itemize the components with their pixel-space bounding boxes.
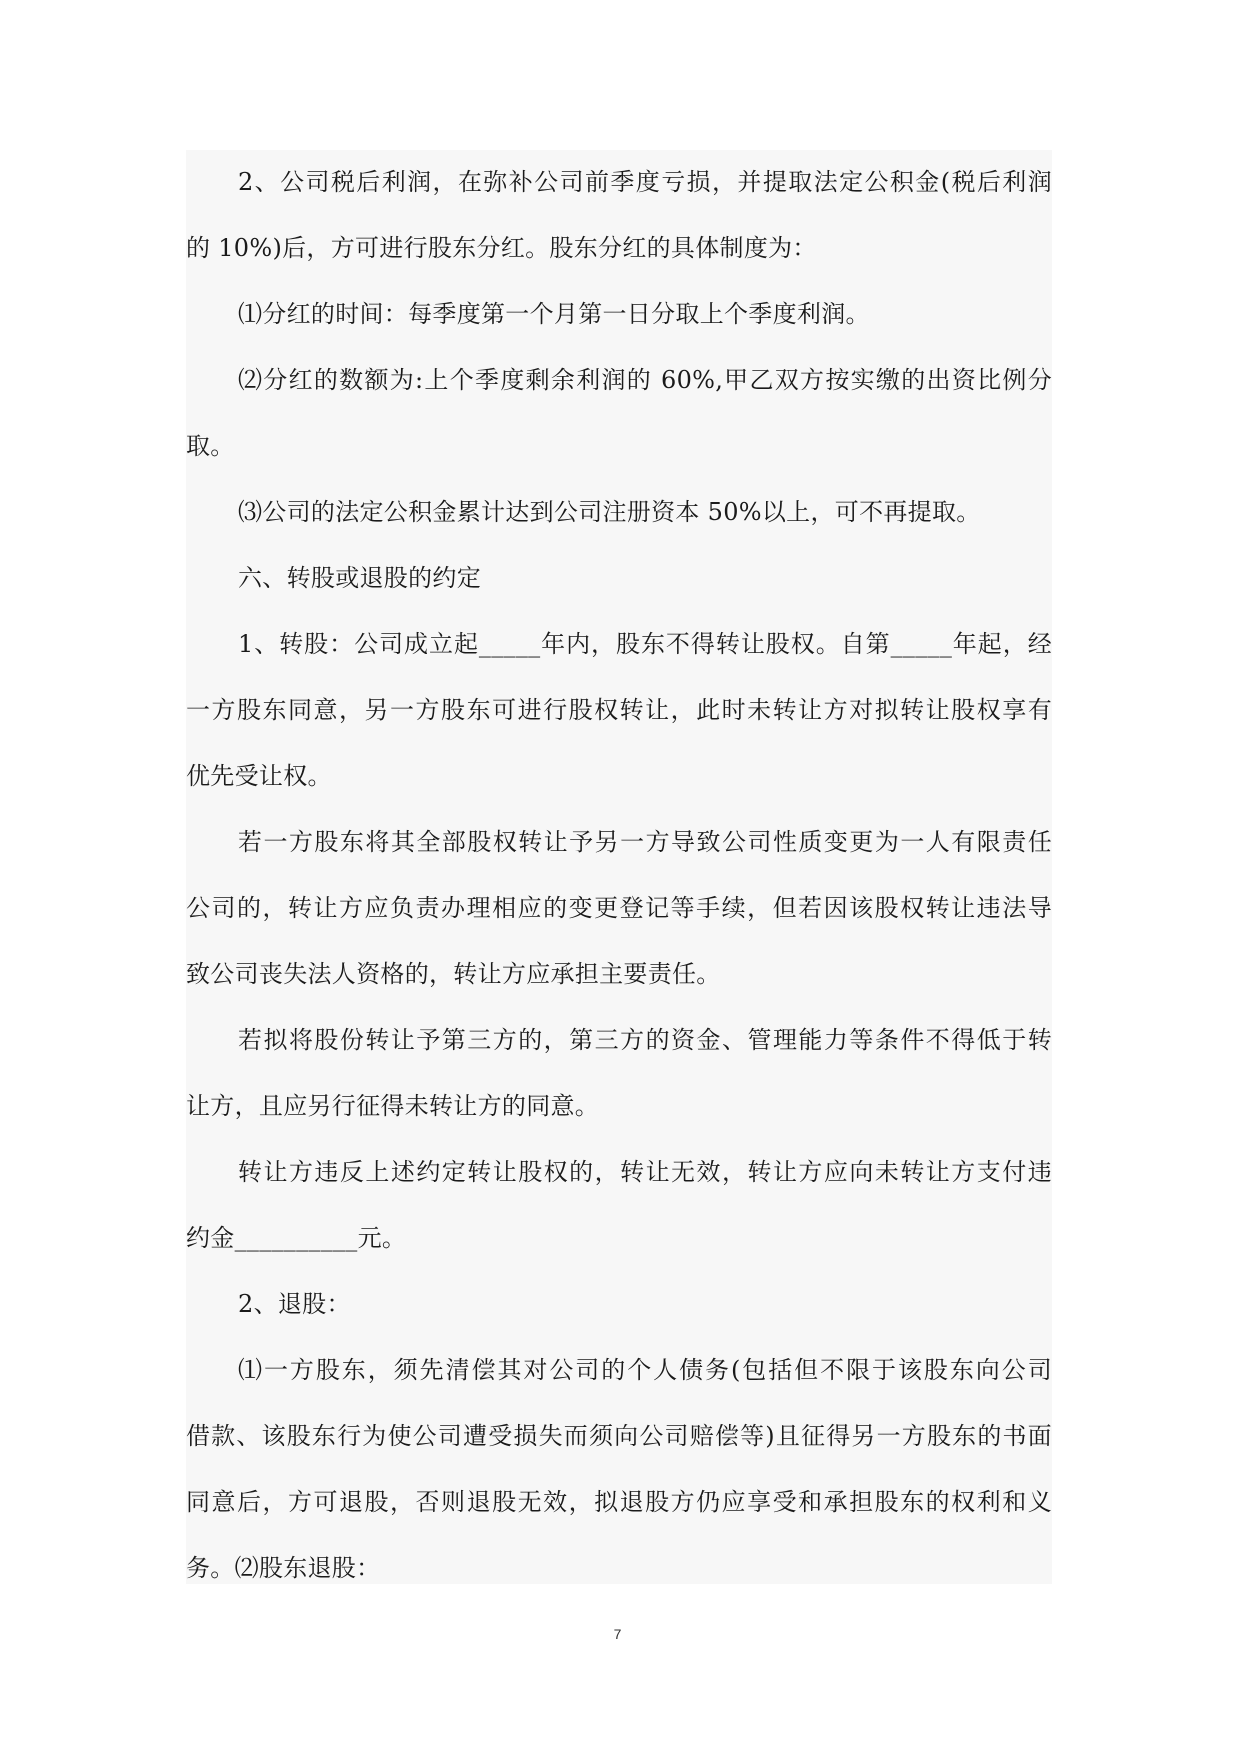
paragraph-line: 的 10%)后，方可进行股东分红。股东分红的具体制度为： [186, 234, 817, 262]
paragraph-line: 优先受让权。 [186, 762, 332, 790]
paragraph-line: 1、转股：公司成立起_____年内，股东不得转让股权。自第_____年起，经 [238, 630, 1052, 658]
section-heading: 六、转股或退股的约定 [238, 564, 481, 592]
paragraph-line: 约金__________元。 [186, 1224, 407, 1252]
paragraph-line: ⑴一方股东，须先清偿其对公司的个人债务(包括但不限于该股东向公司 [238, 1356, 1052, 1384]
paragraph-line: ⑴分红的时间：每季度第一个月第一日分取上个季度利润。 [238, 300, 870, 328]
paragraph-line: 借款、该股东行为使公司遭受损失而须向公司赔偿等)且征得另一方股东的书面 [186, 1422, 1052, 1450]
page-number: 7 [613, 1626, 622, 1642]
paragraph-line: 公司的，转让方应负责办理相应的变更登记等手续，但若因该股权转让违法导 [186, 894, 1052, 922]
paragraph-line: 务。⑵股东退股： [186, 1554, 381, 1582]
paragraph-line: 同意后，方可退股，否则退股无效，拟退股方仍应享受和承担股东的权利和义 [186, 1488, 1052, 1516]
paragraph-line: 让方，且应另行征得未转让方的同意。 [186, 1092, 600, 1120]
paragraph-line: ⑵分红的数额为:上个季度剩余利润的 60%,甲乙双方按实缴的出资比例分 [238, 366, 1052, 394]
paragraph-line: ⑶公司的法定公积金累计达到公司注册资本 50%以上，可不再提取。 [238, 498, 981, 526]
document-text-block [186, 150, 1052, 1584]
paragraph-line: 致公司丧失法人资格的，转让方应承担主要责任。 [186, 960, 721, 988]
paragraph-line: 一方股东同意，另一方股东可进行股权转让，此时未转让方对拟转让股权享有 [186, 696, 1052, 724]
paragraph-line: 若拟将股份转让予第三方的，第三方的资金、管理能力等条件不得低于转 [238, 1026, 1052, 1054]
paragraph-line: 2、退股： [238, 1290, 351, 1318]
paragraph-line: 取。 [186, 432, 235, 460]
paragraph-line: 若一方股东将其全部股权转让予另一方导致公司性质变更为一人有限责任 [238, 828, 1052, 856]
paragraph-line: 2、公司税后利润，在弥补公司前季度亏损，并提取法定公积金(税后利润 [238, 168, 1052, 196]
paragraph-line: 转让方违反上述约定转让股权的，转让无效，转让方应向未转让方支付违 [238, 1158, 1052, 1186]
